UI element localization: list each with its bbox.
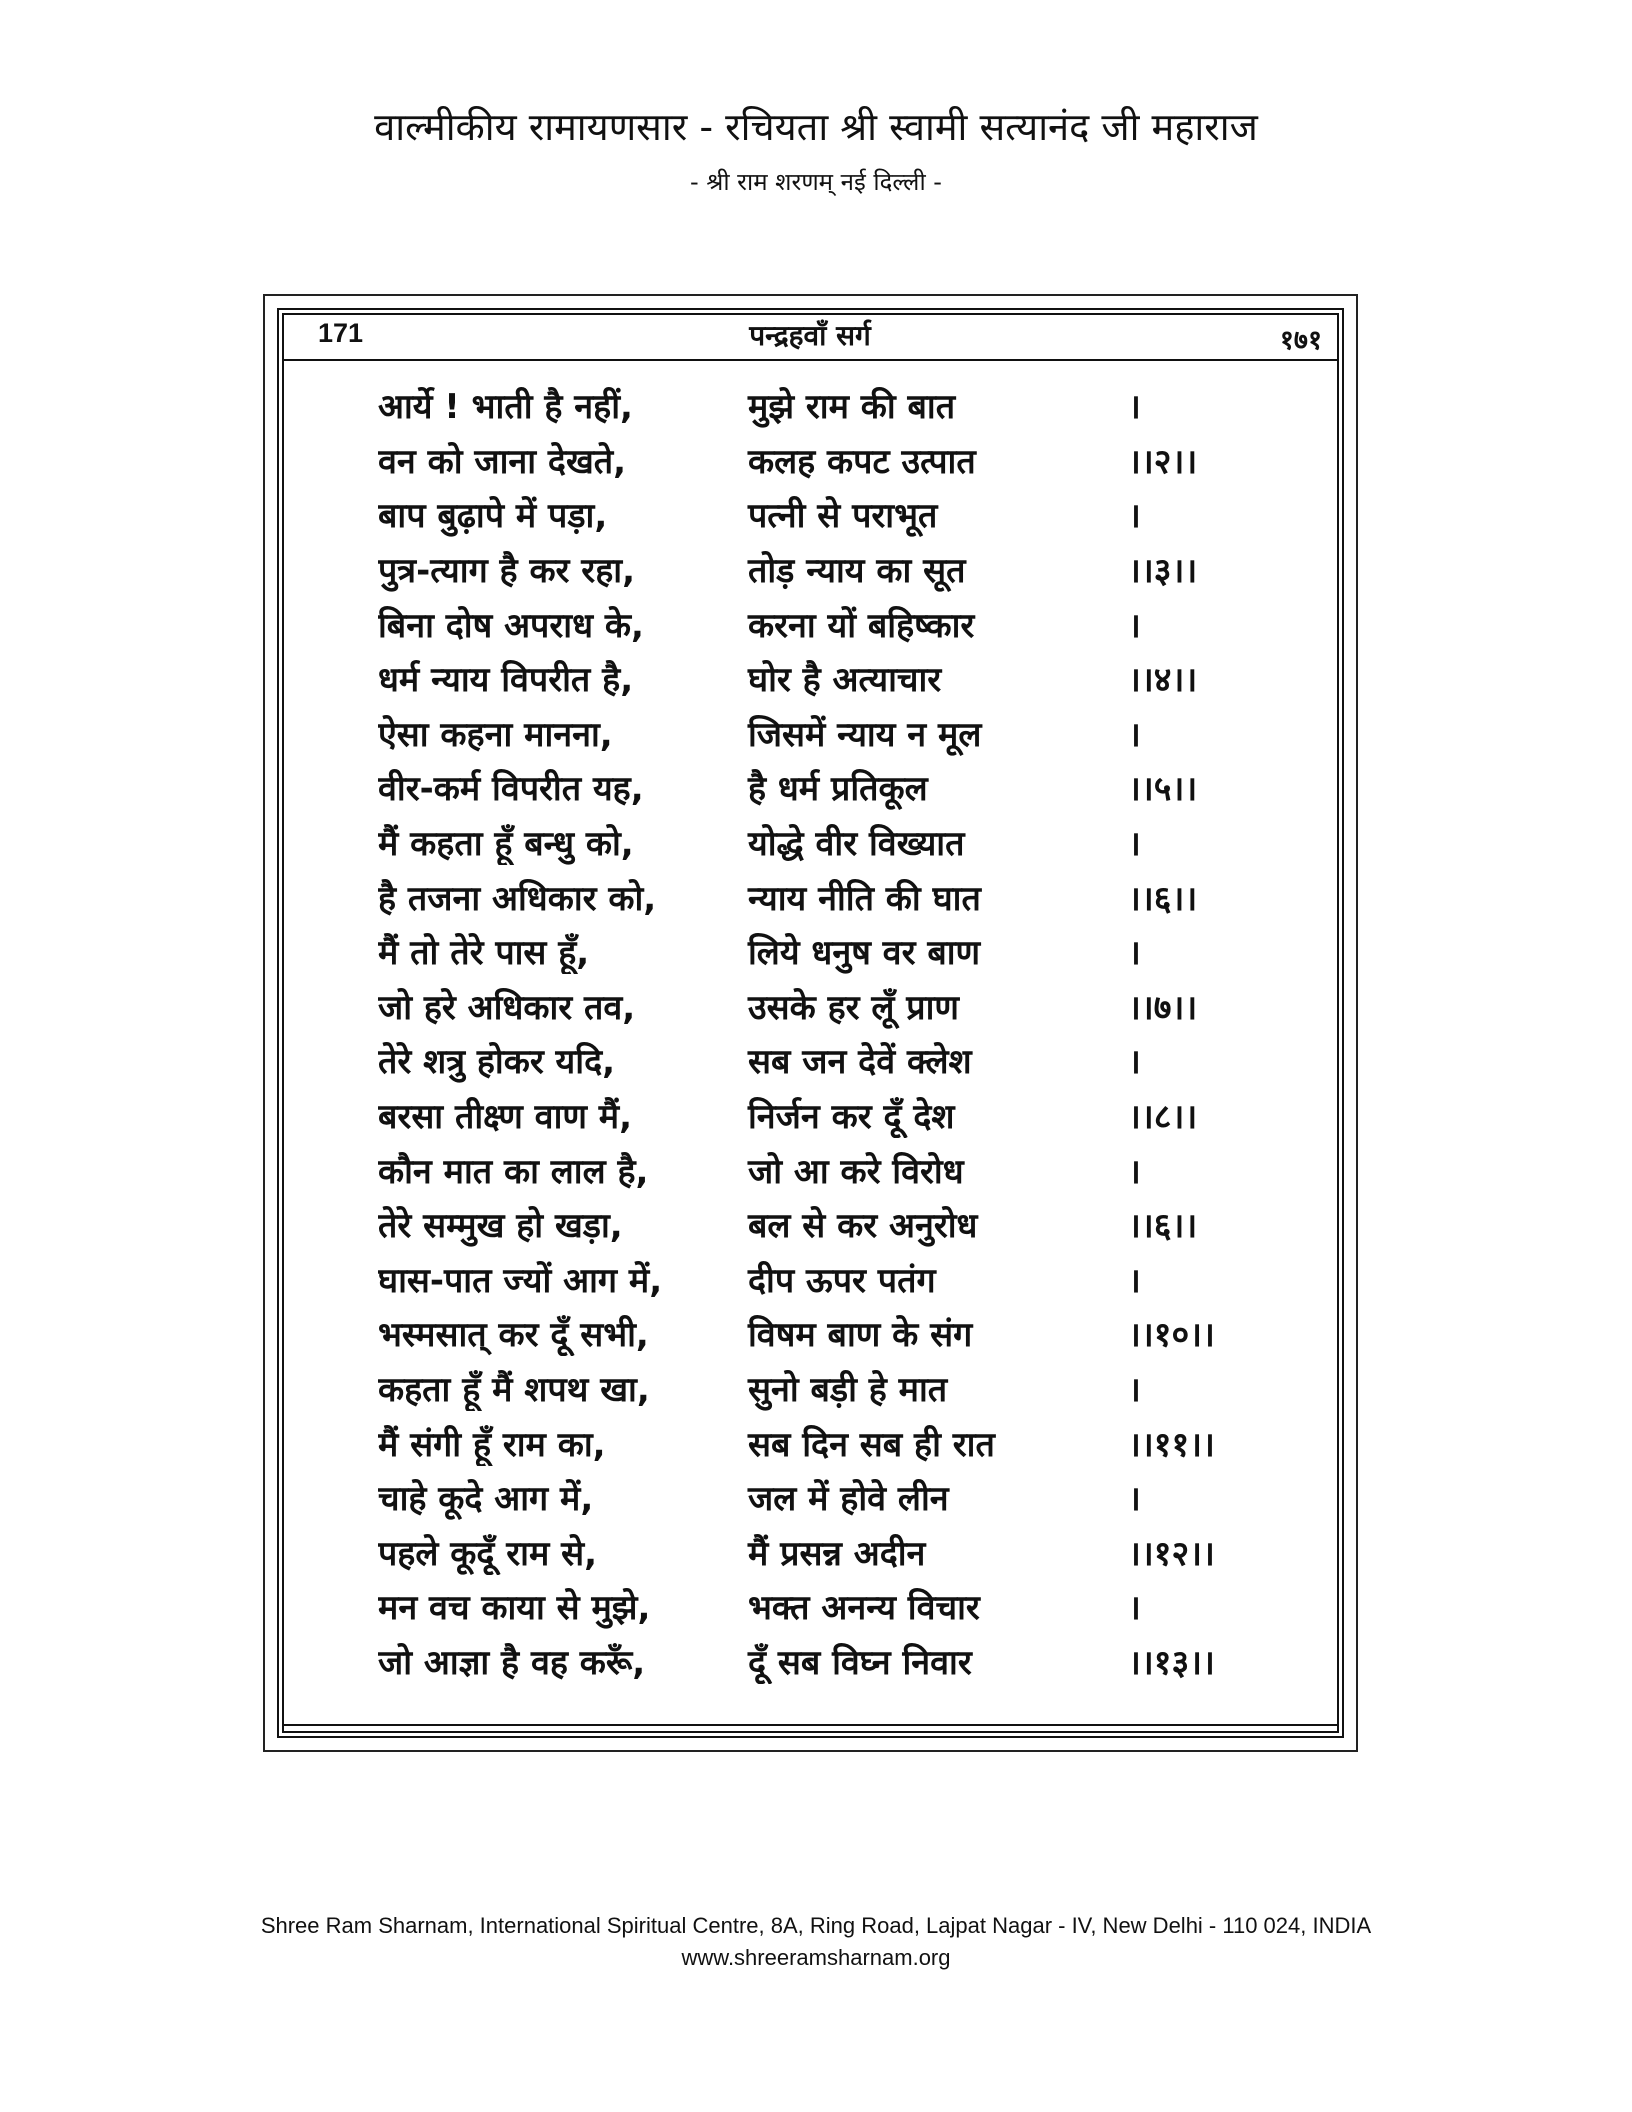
verse-line — [378, 869, 1248, 924]
verse-first-half: कहता हूँ मैं शपथ खा, — [378, 1369, 650, 1410]
verse-line — [378, 1634, 1248, 1689]
verse-number: । — [1128, 714, 1141, 755]
verse-line — [378, 596, 1248, 651]
verse-line — [378, 1142, 1248, 1197]
verse-second-half: दूँ सब विघ्न निवार — [748, 1642, 972, 1683]
verse-number: ।।६।। — [1128, 878, 1198, 919]
verse-line — [378, 760, 1248, 815]
verse-line — [378, 1033, 1248, 1088]
bottom-divider — [284, 1724, 1337, 1726]
verse-first-half: चाहे कूदे आग में, — [378, 1479, 594, 1520]
verse-second-half: न्याय नीति की घात — [748, 878, 981, 919]
verse-line — [378, 815, 1248, 870]
verse-number: ।।१२।। — [1128, 1533, 1215, 1574]
verse-second-half: लिये धनुष वर बाण — [748, 933, 981, 974]
verse-number: । — [1128, 1369, 1141, 1410]
verse-line — [378, 1088, 1248, 1143]
title-divider — [284, 359, 1337, 361]
verse-second-half: जिसमें न्याय न मूल — [748, 714, 982, 755]
verse-second-half: जो आ करे विरोध — [748, 1151, 964, 1192]
verse-first-half: है तजना अधिकार को, — [378, 878, 657, 919]
verse-number: । — [1128, 1151, 1141, 1192]
verse-first-half: कौन मात का लाल है, — [378, 1151, 649, 1192]
verse-first-half: धर्म न्याय विपरीत है, — [378, 660, 634, 701]
verse-number: ।।३।। — [1128, 551, 1198, 592]
verse-number: । — [1128, 496, 1141, 537]
verse-first-half: तेरे सम्मुख हो खड़ा, — [378, 1206, 623, 1247]
verse-line — [378, 1470, 1248, 1525]
verse-first-half: मैं कहता हूँ बन्धु को, — [378, 824, 634, 865]
verse-second-half: उसके हर लूँ प्राण — [748, 987, 959, 1028]
verse-number: ।।७।। — [1128, 987, 1198, 1028]
header-subtitle: - श्री राम शरणम् नई दिल्ली - — [690, 168, 942, 196]
verse-second-half: विषम बाण के संग — [748, 1315, 973, 1356]
verse-line — [378, 706, 1248, 761]
verse-number: ।।११।। — [1128, 1424, 1215, 1465]
verse-first-half: बरसा तीक्ष्ण वाण मैं, — [378, 1097, 633, 1138]
page-header — [0, 100, 1632, 202]
verse-number: । — [1128, 1479, 1141, 1520]
verse-number: । — [1128, 933, 1141, 974]
header-title: वाल्मीकीय रामायणसार - रचियता श्री स्वामी सत्यानंद जी महाराज — [374, 105, 1258, 149]
verse-number: ।।८।। — [1128, 1097, 1198, 1138]
verse-number: ।।४।। — [1128, 660, 1198, 701]
verse-number: ।।२।। — [1128, 441, 1198, 482]
section-title: पन्द्रहवाँ सर्ग — [749, 319, 871, 352]
verse-second-half: मुझे राम की बात — [748, 387, 956, 428]
verse-line — [378, 1306, 1248, 1361]
verse-first-half: जो हरे अधिकार तव, — [378, 987, 636, 1028]
verse-first-half: वीर-कर्म विपरीत यह, — [378, 769, 644, 810]
verse-line — [378, 378, 1248, 433]
verse-first-half: ऐसा कहना मानना, — [378, 714, 613, 755]
verse-second-half: कलह कपट उत्पात — [748, 441, 976, 482]
verse-first-half: आर्ये ! भाती है नहीं, — [378, 387, 633, 428]
verse-second-half: बल से कर अनुरोध — [748, 1206, 978, 1247]
verse-line — [378, 1197, 1248, 1252]
verse-second-half: घोर है अत्याचार — [748, 660, 942, 701]
verse-second-half: सुनो बड़ी हे मात — [748, 1369, 948, 1410]
verse-second-half: सब दिन सब ही रात — [748, 1424, 995, 1465]
verse-second-half: भक्त अनन्य विचार — [748, 1588, 980, 1629]
verse-first-half: पुत्र-त्याग है कर रहा, — [378, 551, 635, 592]
verse-number: ।।५।। — [1128, 769, 1198, 810]
verse-first-half: जो आज्ञा है वह करूँ, — [378, 1642, 646, 1683]
verse-second-half: तोड़ न्याय का सूत — [748, 551, 966, 592]
verse-first-half: भस्मसात् कर दूँ सभी, — [378, 1315, 649, 1356]
verse-second-half: सब जन देवें क्लेश — [748, 1042, 972, 1083]
verse-second-half: करना यों बहिष्कार — [748, 605, 975, 646]
verse-line — [378, 487, 1248, 542]
verse-first-half: पहले कूदूँ राम से, — [378, 1533, 598, 1574]
verse-number: । — [1128, 605, 1141, 646]
verse-line — [378, 1579, 1248, 1634]
verse-line — [378, 651, 1248, 706]
verse-first-half: घास-पात ज्यों आग में, — [378, 1260, 663, 1301]
verse-number: । — [1128, 387, 1141, 428]
verse-line — [378, 1415, 1248, 1470]
verse-second-half: निर्जन कर दूँ देश — [748, 1097, 955, 1138]
verse-line — [378, 433, 1248, 488]
verse-first-half: वन को जाना देखते, — [378, 441, 627, 482]
verse-line — [378, 542, 1248, 597]
verse-list — [378, 378, 1248, 1688]
verse-first-half: मन वच काया से मुझे, — [378, 1588, 651, 1629]
verse-first-half: बिना दोष अपराध के, — [378, 605, 644, 646]
verse-first-half: मैं संगी हूँ राम का, — [378, 1424, 606, 1465]
verse-line — [378, 924, 1248, 979]
verse-number: । — [1128, 1260, 1141, 1301]
verse-second-half: जल में होवे लीन — [748, 1479, 949, 1520]
page-footer — [0, 1910, 1632, 1974]
verse-second-half: पत्नी से पराभूत — [748, 496, 938, 537]
verse-line — [378, 1361, 1248, 1416]
verse-line — [378, 1524, 1248, 1579]
page-number-right: १७१ — [1279, 325, 1322, 356]
verse-second-half: योद्धे वीर विख्यात — [748, 824, 965, 865]
footer-address: Shree Ram Sharnam, International Spiritual Centre, 8A, Ring Road, Lajpat Nagar - IV, New Delhi - 110 024, INDIA — [260, 1913, 1372, 1938]
verse-first-half: तेरे शत्रु होकर यदि, — [378, 1042, 616, 1083]
verse-line — [378, 1252, 1248, 1307]
verse-number: । — [1128, 824, 1141, 865]
verse-second-half: दीप ऊपर पतंग — [748, 1260, 936, 1301]
verse-number: ।।१०।। — [1128, 1315, 1215, 1356]
verse-number: । — [1128, 1588, 1141, 1629]
footer-website: www.shreeramsharnam.org — [681, 1945, 951, 1970]
page-number-left: 171 — [318, 318, 364, 348]
verse-first-half: मैं तो तेरे पास हूँ, — [378, 933, 590, 974]
verse-first-half: बाप बुढ़ापे में पड़ा, — [378, 496, 608, 537]
verse-number: ।।६।। — [1128, 1206, 1198, 1247]
verse-number: ।।१३।। — [1128, 1642, 1215, 1683]
verse-second-half: मैं प्रसन्न अदीन — [748, 1533, 926, 1574]
verse-number: । — [1128, 1042, 1141, 1083]
verse-line — [378, 979, 1248, 1034]
verse-second-half: है धर्म प्रतिकूल — [748, 769, 928, 810]
